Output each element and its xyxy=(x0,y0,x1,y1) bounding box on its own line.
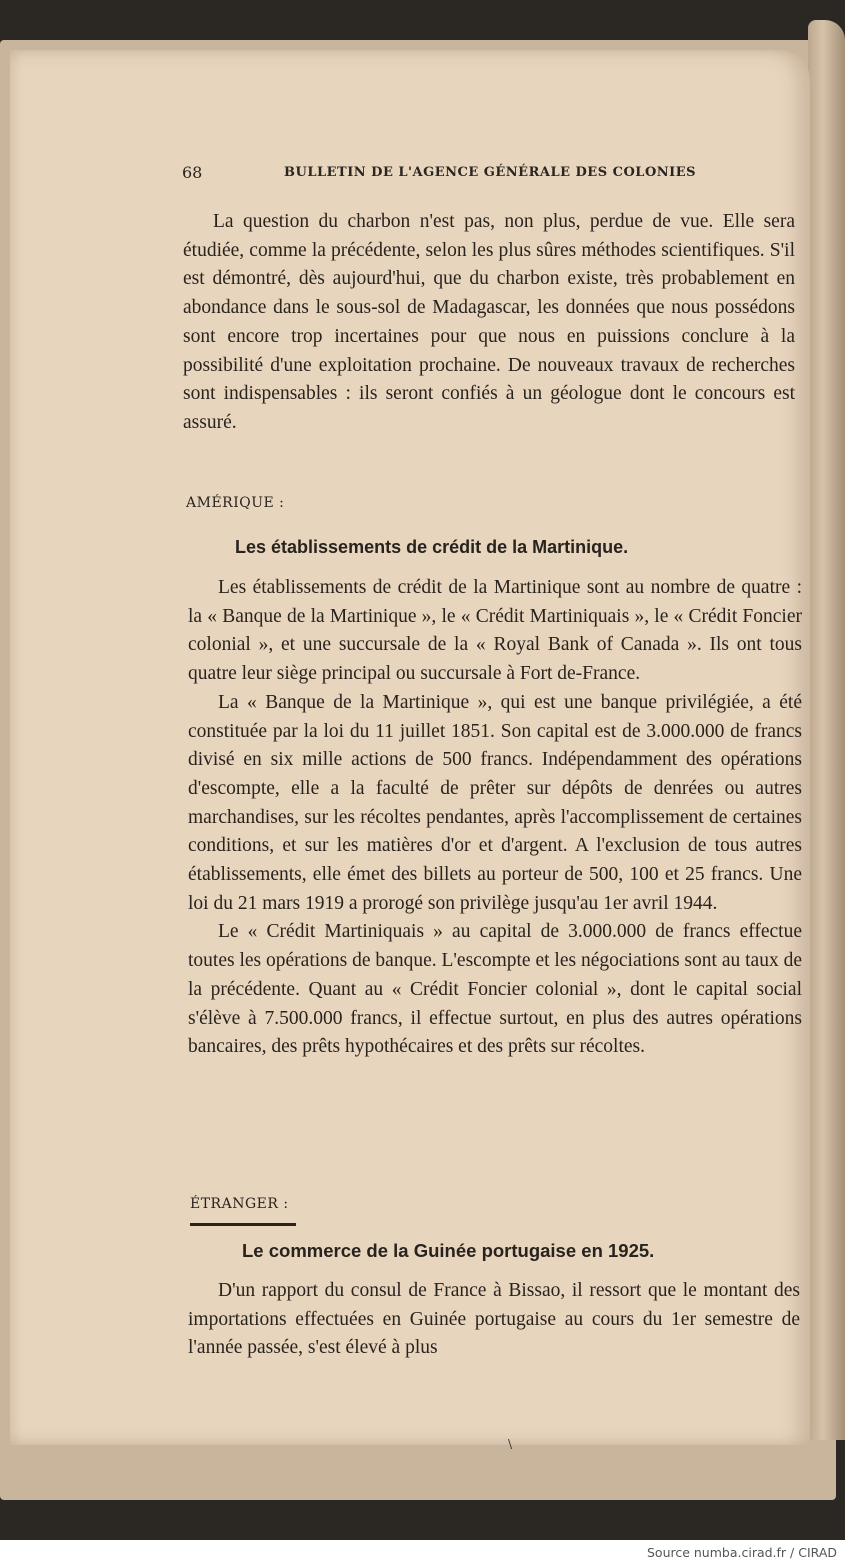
book-spine xyxy=(808,20,845,1440)
running-header: BULLETIN DE L'AGENCE GÉNÉRALE DES COLONIES xyxy=(284,165,697,180)
page-number: 68 xyxy=(182,163,203,182)
source-credit: Source numba.cirad.fr / CIRAD xyxy=(646,1545,837,1560)
paragraph: La question du charbon n'est pas, non plus, perdue de vue. Elle sera étudiée, comme la précédente, selon les plus sûres méthodes scientifiques. S'il est démontré, dès aujourd'hui, que du charbon existe, très probablement en abondance dans le sous-sol de Madagascar, les données que nous possédons sont encore trop incertaines pour que nous en puissions conclure à la possibilité d'une exploitation prochaine. De nouveaux travaux de recherches sont indispensables : ils seront confiés à un géologue dont le concours est assuré. xyxy=(183,211,795,433)
paragraph: D'un rapport du consul de France à Bissao, il ressort que le montant des importations effectuées en Guinée portugaise au cours du 1er semestre de l'année passée, s'est élevé à plus xyxy=(188,1280,800,1359)
intro-text xyxy=(183,208,795,438)
paragraph: Le « Crédit Martiniquais » au capital de 3.000.000 de francs effectue toutes les opérations de banque. L'escompte et les négociations sont au taux de la précédente. Quant au « Crédit Foncier colonial », dont le capital social s'élève à 7.500.000 francs, il effectue surtout, en plus des autres opérations bancaires, des prêts hypothécaires et des prêts sur récoltes. xyxy=(188,921,802,1058)
guinee-text xyxy=(188,1277,800,1363)
page-mark: \ xyxy=(508,1437,513,1451)
section-label-amerique: AMÉRIQUE : xyxy=(186,495,285,511)
paragraph: La « Banque de la Martinique », qui est une banque privilégiée, a été constituée par la loi du 11 juillet 1851. Son capital est de 3.000.000 de francs divisé en six mille actions de 500 francs. Indépendamment des opérations d'escompte, elle a la faculté de prêter sur dépôts de denrées ou autres marchandises, sur les récoltes pendantes, après l'accomplissement de certaines conditions, et sur les matières d'or et d'argent. A l'exclusion de tous autres établissements, elle émet des billets au porteur de 500, 100 et 25 francs. Une loi du 21 mars 1919 a prorogé son privilège jusqu'au 1er avril 1944. xyxy=(188,691,802,914)
section-underline xyxy=(190,1223,296,1226)
section-label-etranger: ÉTRANGER : xyxy=(190,1196,289,1212)
martinique-text xyxy=(188,574,802,1062)
page-header xyxy=(182,163,702,185)
paragraph: Les établissements de crédit de la Martinique sont au nombre de quatre : la « Banque de la Martinique », le « Crédit Martiniquais », le « Crédit Foncier colonial », et une succursale de la « Royal Bank of Canada ». Ils ont tous quatre leur siège principal ou succursale à Fort de-France. xyxy=(188,577,802,685)
section-heading-guinee: Le commerce de la Guinée portugaise en 1925. xyxy=(242,1240,655,1261)
section-heading-martinique: Les établissements de crédit de la Martinique. xyxy=(235,537,629,557)
